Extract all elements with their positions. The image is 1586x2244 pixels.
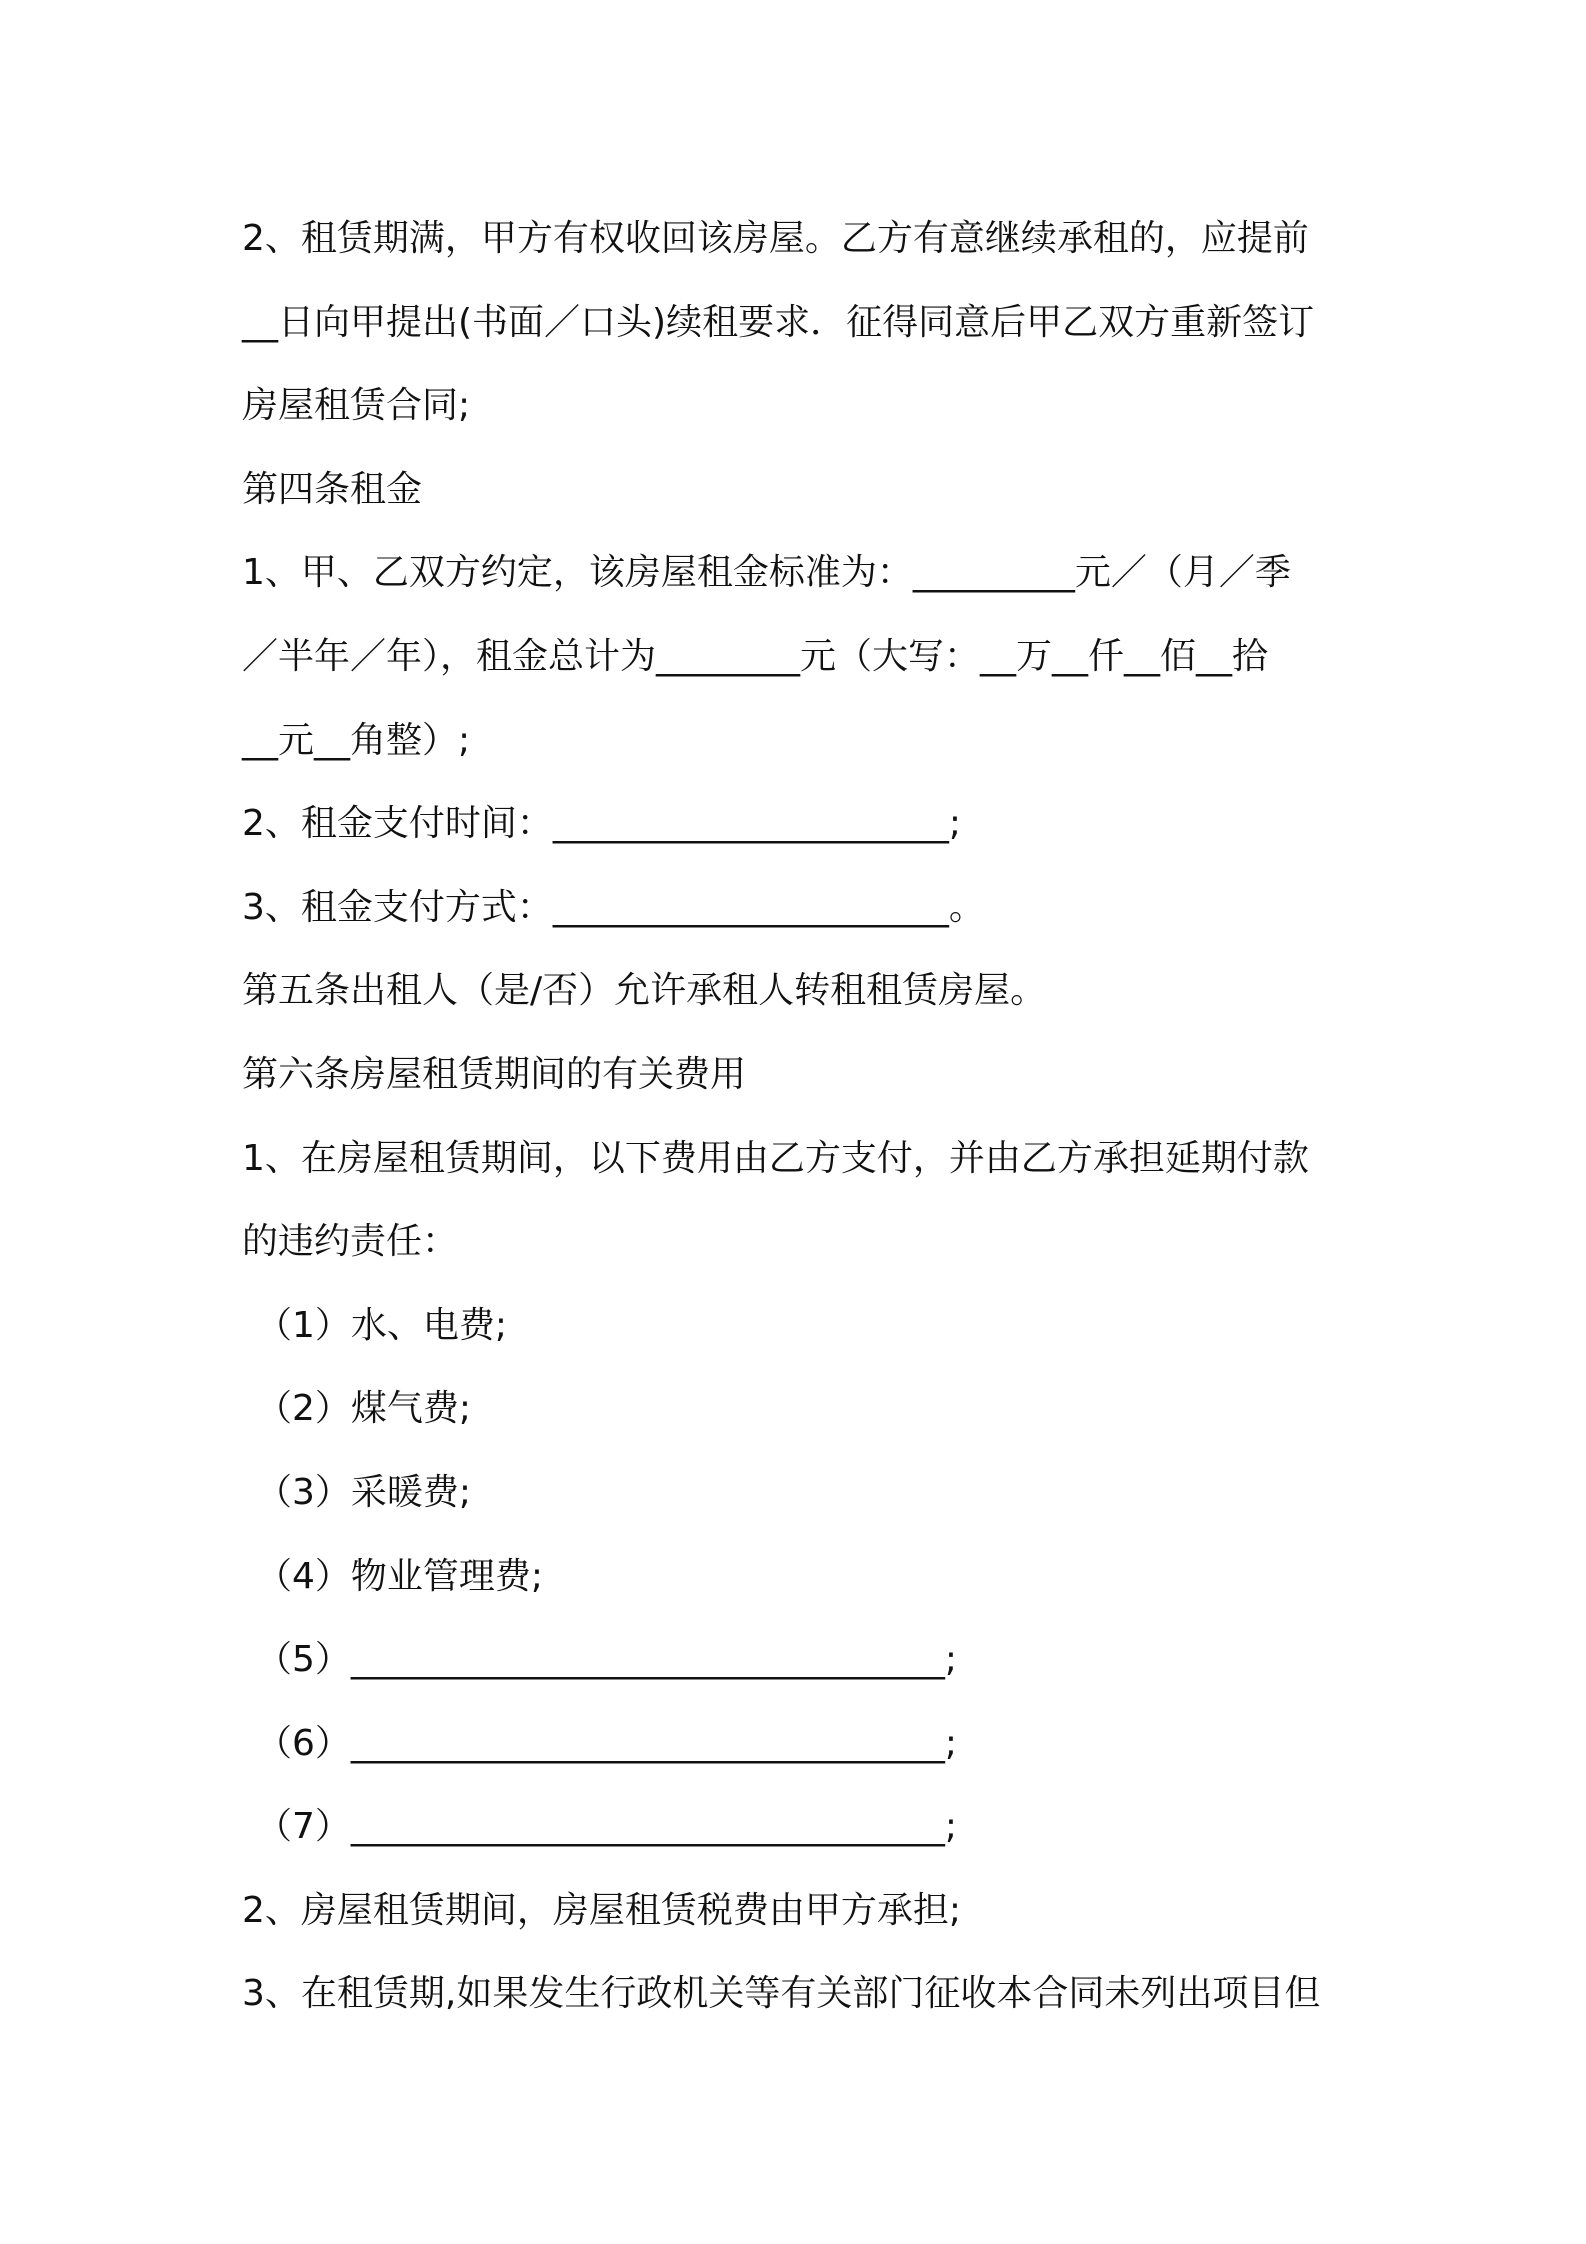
fees-clause-2: 2、房屋租赁期间，房屋租赁税费由甲方承担; [242,1889,962,1931]
rent-standard-line-3: __元__角整）; [242,719,471,761]
fees-clause-1-line-1: 1、在房屋租赁期间，以下费用由乙方支付，并由乙方承担延期付款 [242,1137,1309,1179]
fees-clause-1-line-2: 的违约责任： [242,1221,459,1263]
article-6-heading: 第六条房屋租赁期间的有关费用 [242,1053,747,1095]
contract-body [242,197,1362,2036]
article-5-sublet: 第五条出租人（是/否）允许承租人转租租赁房屋。 [242,970,1047,1012]
fees-clause-3-line-1: 3、在租赁期,如果发生行政机关等有关部门征收本合同未列出项目但 [242,1973,1321,2015]
fee-item-1: （1）水、电费; [256,1304,508,1346]
rent-payment-time: 2、租金支付时间：______________________; [242,803,962,845]
clause-2-renewal-line-1: 2、租赁期满，甲方有权收回该房屋。乙方有意继续承租的，应提前 [242,218,1309,259]
rent-standard-line-1: 1、甲、乙双方约定，该房屋租金标准为：_________元／（月／季 [242,552,1291,594]
clause-2-renewal-line-2: __日向甲提出(书面／口头)续租要求．征得同意后甲乙双方重新签订 [242,301,1315,343]
fee-item-2: （2）煤气费; [256,1388,472,1430]
fee-item-3: （3）采暖费; [256,1471,472,1513]
clause-2-renewal-line-3: 房屋租赁合同; [242,385,471,427]
fee-item-7-blank: （7）_________________________________; [256,1806,958,1848]
rent-payment-method: 3、租金支付方式：______________________。 [242,886,985,928]
fee-item-6-blank: （6）_________________________________; [256,1722,958,1764]
article-4-heading: 第四条租金 [242,468,423,510]
rent-standard-line-2: ／半年／年），租金总计为________元（大写：__万__仟__佰__拾 [242,635,1269,677]
fee-item-5-blank: （5）_________________________________; [256,1639,958,1681]
fee-item-4: （4）物业管理费; [256,1555,544,1597]
